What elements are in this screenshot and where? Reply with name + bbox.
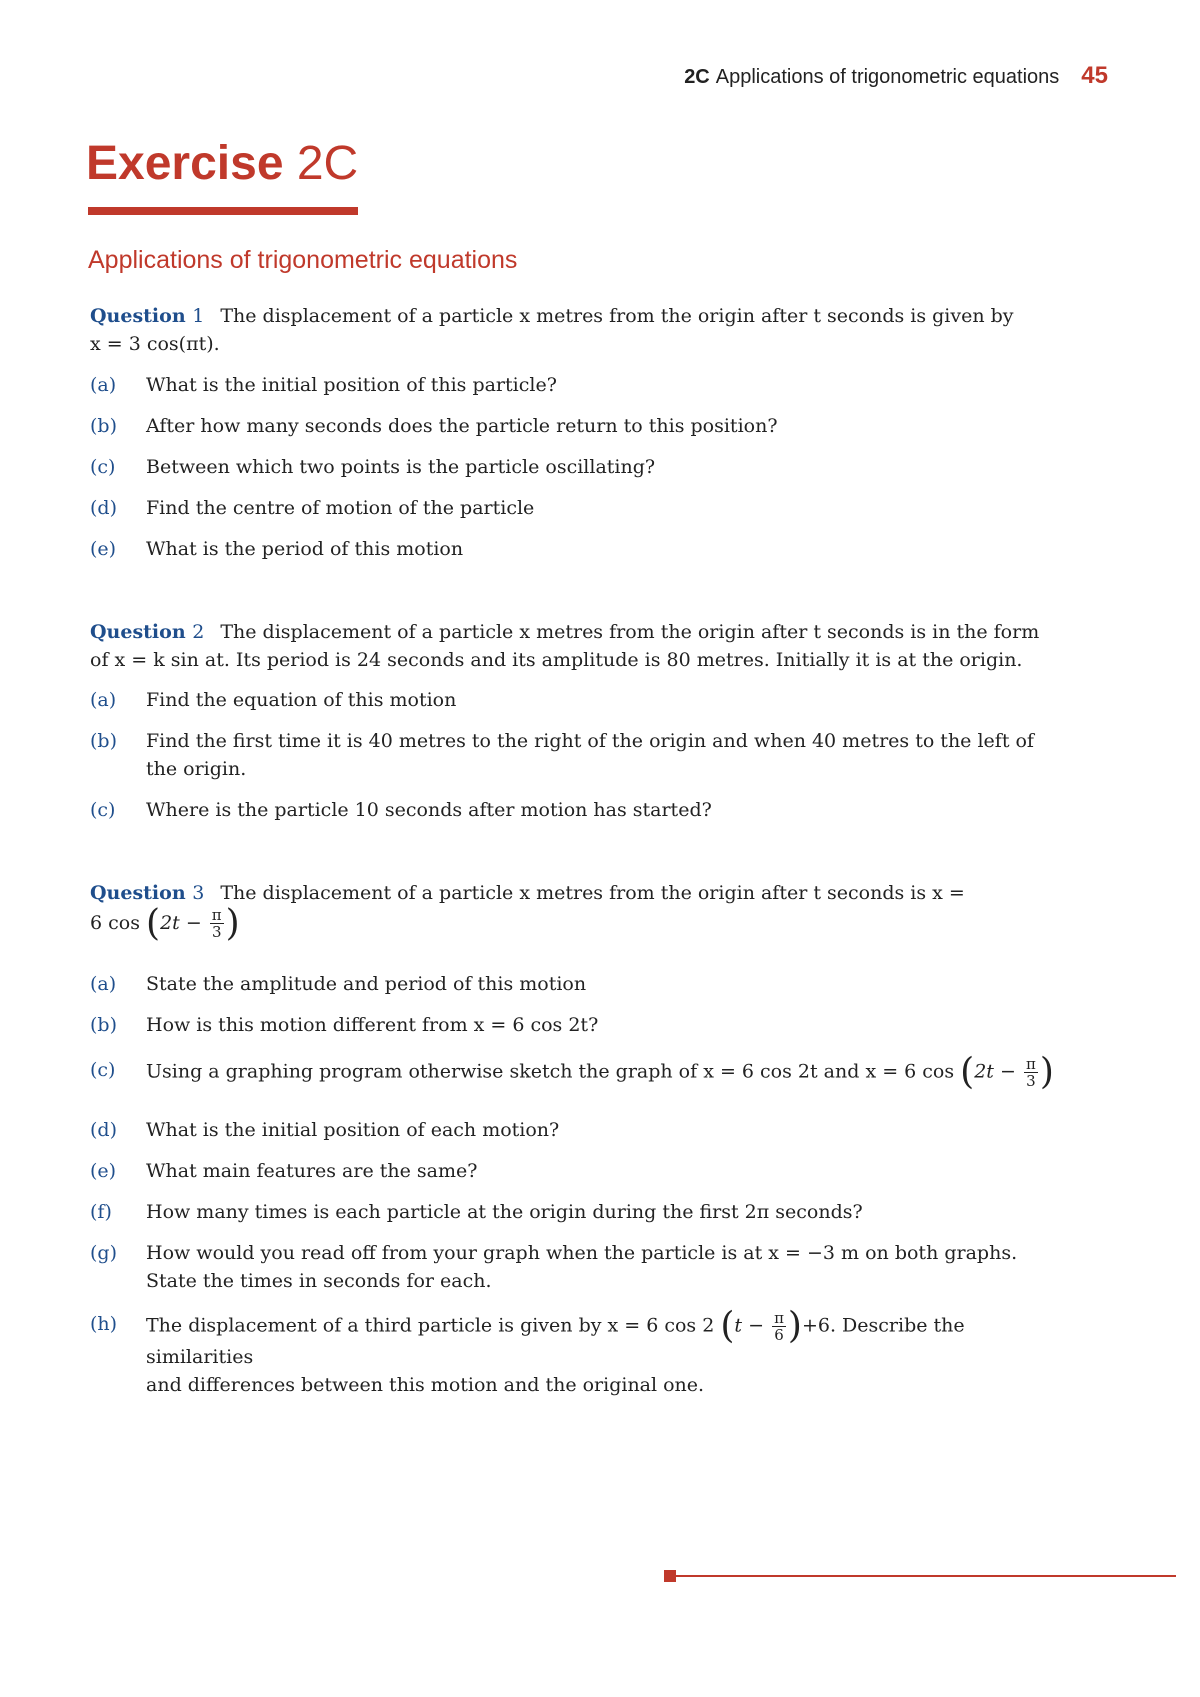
q1-part-c: (c) Between which two points is the particle oscillating? [90,456,656,478]
q3-part-h: (h) The displacement of a third particle is given by x = 6 cos 2 (t − $\frac{\pi}{6}$ )+6. Describe the similarities and differences between this motion and the original one. [90,1305,965,1396]
q3-part-d: (d) What is the initial position of each motion? [90,1119,560,1141]
q1-part-e: (e) What is the period of this motion [90,538,464,560]
question-3-formula: 6 cos (2t − $\frac{\pi}{3}$ ) [90,902,240,944]
q3-part-c: (c) Using a graphing program otherwise sketch the graph of x = 6 cos 2t and x = 6 cos (2t − $\frac{\pi}{3}$ ) [90,1051,1054,1093]
q1-part-b: (b) After how many seconds does the particle return to this position? [90,415,778,437]
question-1-formula: x = 3 cos(πt). [90,333,220,355]
question-1-text: The displacement of a particle x metres from the origin after t seconds is given by [220,305,1014,327]
running-header [684,62,1108,90]
q3-part-f: (f) How many times is each particle at the origin during the first 2π seconds? [90,1201,863,1223]
page-number: 45 [1081,62,1108,89]
section-number: 2C [684,66,710,88]
exercise-subtitle: Applications of trigonometric equations [88,246,518,274]
q2-part-c: (c) Where is the particle 10 seconds after motion has started? [90,799,712,821]
question-1-label: Question 1 [90,305,205,327]
footer-marker [664,1570,676,1582]
question-1 [90,302,1070,358]
question-3 [90,879,1070,944]
q2-part-b: (b) Find the first time it is 40 metres to the right of the origin and when 40 metres to the left of the origin. [90,730,1034,780]
question-3-text: The displacement of a particle x metres from the origin after t seconds is x = [220,882,965,904]
question-2-label: Question 2 [90,621,205,643]
q3-part-b: (b) How is this motion different from x = 6 cos 2t? [90,1014,599,1036]
title-underline [88,207,358,215]
exercise-title-word: Exercise [86,137,284,190]
question-3-label: Question 3 [90,882,205,904]
q1-part-d: (d) Find the centre of motion of the particle [90,497,535,519]
exercise-title [86,137,359,190]
question-2 [90,618,1070,674]
q2-part-a: (a) Find the equation of this motion [90,689,457,711]
q3-part-a: (a) State the amplitude and period of this motion [90,973,587,995]
exercise-title-code: 2C [296,137,359,190]
question-2-text-cont: of x = k sin at. Its period is 24 seconds and its amplitude is 80 metres. Initially it is at the origin. [90,649,1023,671]
section-title: Applications of trigonometric equations [715,66,1060,88]
q1-part-a: (a) What is the initial position of this particle? [90,374,557,396]
question-2-text: The displacement of a particle x metres from the origin after t seconds is in the form [220,621,1040,643]
footer-rule [676,1575,1176,1577]
q3-part-e: (e) What main features are the same? [90,1160,478,1182]
q3-part-g: (g) How would you read off from your graph when the particle is at x = −3 m on both graphs. State the times in seconds for each. [90,1242,1018,1292]
